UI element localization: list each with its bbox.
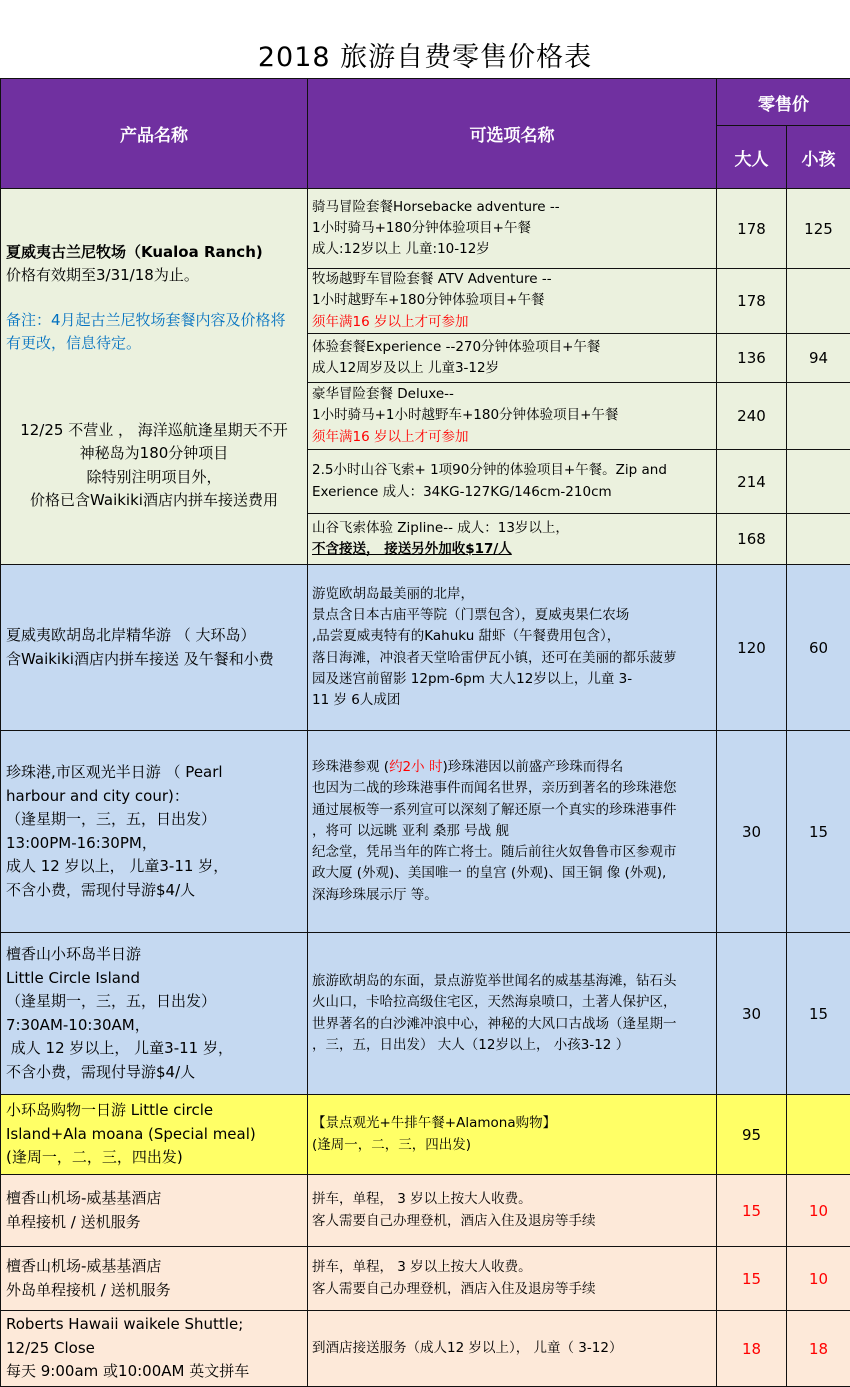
child-price: 10 [787, 1247, 850, 1311]
option-line: 落日海滩，冲浪者天堂哈雷伊瓦小镇，还可在美丽的都乐菠萝 [312, 649, 677, 666]
adult-price: 95 [717, 1095, 787, 1175]
ranch-option-atv [308, 269, 717, 334]
child-price [787, 1095, 850, 1175]
option-line: 景点含日本古庙平等院（门票包含），夏威夷果仁农场 [312, 606, 630, 623]
product-line: 13:00PM-16:30PM， [6, 833, 157, 852]
option-duration: 约2小 时 [389, 758, 443, 775]
shopping-row [1, 1095, 850, 1175]
product-line: （逢星期一，三，五，日出发） [6, 992, 217, 1010]
option-line: ，三，五，日出发） 大人（12岁以上， 小孩3-12 ） [312, 1036, 630, 1053]
product-line: 成人 12 岁以上， 儿童3-11 岁， [6, 857, 229, 875]
child-price [787, 383, 850, 450]
adult-price: 178 [717, 189, 787, 269]
ranch-option-experience [308, 334, 717, 383]
airport2-product [1, 1247, 308, 1311]
option-line: 成人:12岁以上 儿童:10-12岁 [312, 241, 490, 258]
header-product: 产品名称 [1, 79, 308, 189]
product-line: 檀香山机场-威基基酒店 [6, 1257, 162, 1275]
option-text: )珍珠港因以前盛产珍珠而得名 [442, 758, 624, 775]
adult-price: 15 [717, 1247, 787, 1311]
product-line: 每天 9:00am 或10:00AM 英文拼车 [6, 1362, 250, 1381]
header-option: 可选项名称 [308, 79, 717, 189]
option-line: 1小时越野车+180分钟体验项目+午餐 [312, 292, 545, 309]
northshore-product [1, 565, 308, 731]
child-price [787, 514, 850, 565]
shuttle-row [1, 1311, 850, 1387]
ranch-note-1: 备注：4月起古兰尼牧场套餐内容及价格将 [6, 310, 286, 329]
pearl-row [1, 731, 850, 933]
adult-price: 18 [717, 1311, 787, 1387]
shuttle-option [308, 1311, 717, 1387]
ranch-name: 夏威夷古兰尼牧场（Kualoa Ranch) [6, 242, 263, 261]
option-line: 11 岁 6人成团 [312, 692, 401, 709]
ranch-option-horseback [308, 189, 717, 269]
ranch-row-1 [1, 189, 850, 269]
product-line: 不含小费，需现付导游$4/人 [6, 1062, 196, 1081]
header-price: 零售价 [717, 79, 850, 126]
adult-price: 214 [717, 450, 787, 514]
ranch-info-line: 除特别注明项目外， [86, 467, 222, 486]
adult-price: 168 [717, 514, 787, 565]
option-line: 通过展板等一系列宣可以深刻了解还原一个真实的珍珠港事件 [312, 801, 677, 818]
option-line: 政大厦 (外观)、美国唯一 的皇宫 (外观)、国王铜 像 (外观), [312, 865, 667, 882]
option-line: 客人需要自己办理登机，酒店入住及退房等手续 [312, 1280, 596, 1297]
product-line: Island+Ala moana (Special meal) [6, 1124, 256, 1143]
option-line: 纪念堂，凭吊当年的阵亡将士。随后前往火奴鲁鲁市区参观市 [312, 844, 677, 861]
product-line: 小环岛购物一日游 Little circle [6, 1101, 214, 1120]
adult-price: 240 [717, 383, 787, 450]
option-line: 成人12周岁及以上 儿童3-12岁 [312, 360, 500, 376]
airport1-product [1, 1175, 308, 1247]
child-price [787, 269, 850, 334]
header-child: 小孩 [787, 126, 850, 189]
airport1-option [308, 1175, 717, 1247]
option-line: 游览欧胡岛最美丽的北岸， [312, 585, 474, 602]
option-line: 骑马冒险套餐Horsebacke adventure -- [312, 198, 560, 215]
product-line: 檀香山小环岛半日游 [6, 945, 142, 963]
page-title: 2018 旅游自费零售价格表 [257, 42, 593, 73]
pearl-product [1, 731, 308, 933]
option-line: 体验套餐Experience --270分钟体验项目+午餐 [312, 338, 601, 355]
option-line: Exerience 成人：34KG-127KG/146cm-210cm [312, 483, 612, 500]
product-line: 单程接机 / 送机服务 [6, 1212, 141, 1231]
option-line: ,品尝夏威夷特有的Kahuku 甜虾（午餐费用包含）， [312, 628, 621, 645]
option-line: 园及迷宫前留影 12pm-6pm 大人12岁以上，儿童 3- [312, 670, 633, 687]
option-line: 客人需要自己办理登机，酒店入住及退房等手续 [312, 1212, 596, 1229]
product-line: 夏威夷欧胡岛北岸精华游 （ 大环岛） [6, 626, 256, 644]
airport-row-2 [1, 1247, 850, 1311]
ranch-option-zipline [308, 514, 717, 565]
adult-price: 30 [717, 731, 787, 933]
option-line: 深海珍珠展示厅 等。 [312, 886, 438, 903]
product-line: 成人 12 岁以上， 儿童3-11 岁， [6, 1039, 233, 1057]
ranch-valid: 价格有效期至3/31/18为止。 [6, 266, 199, 284]
pearl-option [308, 731, 717, 933]
child-price: 94 [787, 334, 850, 383]
option-line: 山谷飞索体验 Zipline-- 成人：13岁以上， [312, 519, 569, 536]
ranch-info-line: 神秘岛为180分钟项目 [79, 444, 229, 462]
option-line: 到酒店接送服务（成人12 岁以上）， 儿童（ 3-12） [312, 1339, 623, 1356]
option-line: 旅游欧胡岛的东面，景点游览举世闻名的威基基海滩，钻石头 [312, 972, 677, 989]
ranch-option-deluxe [308, 383, 717, 450]
shopping-option [308, 1095, 717, 1175]
littlecircle-product [1, 933, 308, 1095]
option-line: 也因为二战的珍珠港事件而闻名世界，亲历到著名的珍珠港您 [312, 780, 677, 797]
option-line: 世界著名的白沙滩冲浪中心，神秘的大风口古战场（逢星期一 [312, 1015, 677, 1032]
adult-price: 120 [717, 565, 787, 731]
product-line: 不含小费，需现付导游$4/人 [6, 880, 196, 899]
product-line: 珍珠港,市区观光半日游 （ Pearl [6, 763, 223, 781]
product-line: 外岛单程接机 / 送机服务 [6, 1280, 171, 1299]
option-line: 火山口，卡哈拉高级住宅区，天然海泉喷口，土著人保护区， [312, 994, 677, 1011]
option-line: 【景点观光+牛排午餐+Alamona购物】 [312, 1115, 557, 1132]
product-line: 含Waikiki酒店内拼车接送 及午餐和小费 [6, 649, 274, 668]
adult-price: 15 [717, 1175, 787, 1247]
airport2-option [308, 1247, 717, 1311]
child-price: 18 [787, 1311, 850, 1387]
option-line: 2.5小时山谷飞索+ 1项90分钟的体验项目+午餐。Zip and [312, 462, 667, 479]
child-price: 10 [787, 1175, 850, 1247]
product-line: （逢星期一，三，五，日出发） [6, 810, 217, 828]
ranch-product-cell [1, 189, 308, 565]
airport-row-1 [1, 1175, 850, 1247]
child-price: 15 [787, 933, 850, 1095]
product-line: 12/25 Close [6, 1338, 95, 1357]
option-warning: 须年满16 岁以上才可参加 [312, 313, 469, 330]
option-transfer-note: 不含接送， 接送另外加收$17/人 [312, 541, 512, 557]
adult-price: 136 [717, 334, 787, 383]
option-line [312, 757, 712, 778]
littlecircle-row [1, 933, 850, 1095]
ranch-option-zip-experience [308, 450, 717, 514]
child-price: 125 [787, 189, 850, 269]
header-adult: 大人 [717, 126, 787, 189]
option-line: 牧场越野车冒险套餐 ATV Adventure -- [312, 271, 552, 288]
option-line: 拼车，单程， 3 岁以上按大人收费。 [312, 1259, 532, 1276]
adult-price: 30 [717, 933, 787, 1095]
child-price: 60 [787, 565, 850, 731]
child-price: 15 [787, 731, 850, 933]
shuttle-product [1, 1311, 308, 1387]
adult-price: 178 [717, 269, 787, 334]
option-line: 拼车，单程， 3 岁以上按大人收费。 [312, 1191, 532, 1208]
option-line: 1小时骑马+180分钟体验项目+午餐 [312, 219, 531, 236]
northshore-row [1, 565, 850, 731]
ranch-note-2: 有更改，信息待定。 [6, 334, 142, 352]
option-line: (逢周一，二，三，四出发) [312, 1136, 472, 1153]
ranch-info-line: 12/25 不营业 ， 海洋巡航逢星期天不开 [20, 420, 288, 439]
product-line: 7:30AM-10:30AM， [6, 1015, 150, 1034]
ranch-info-line: 价格已含Waikiki酒店内拼车接送费用 [30, 491, 278, 509]
product-line: 檀香山机场-威基基酒店 [6, 1189, 162, 1207]
littlecircle-option [308, 933, 717, 1095]
option-text: 珍珠港参观 ( [312, 758, 390, 775]
option-line: 1小时骑马+1小时越野车+180分钟体验项目+午餐 [312, 407, 619, 424]
option-line: ，将可 以远眺 亚利 桑那 号战 舰 [312, 822, 509, 839]
product-line: Little Circle Island [6, 968, 140, 987]
shopping-product [1, 1095, 308, 1175]
product-line: Roberts Hawaii waikele Shuttle; [6, 1315, 244, 1334]
price-table [0, 78, 850, 1387]
option-warning: 须年满16 岁以上才可参加 [312, 428, 469, 445]
northshore-option [308, 565, 717, 731]
child-price [787, 450, 850, 514]
option-line: 豪华冒险套餐 Deluxe-- [312, 386, 454, 403]
product-line: harbour and city cour)： [6, 786, 189, 805]
product-line: (逢周一，二，三，四出发) [6, 1148, 183, 1167]
